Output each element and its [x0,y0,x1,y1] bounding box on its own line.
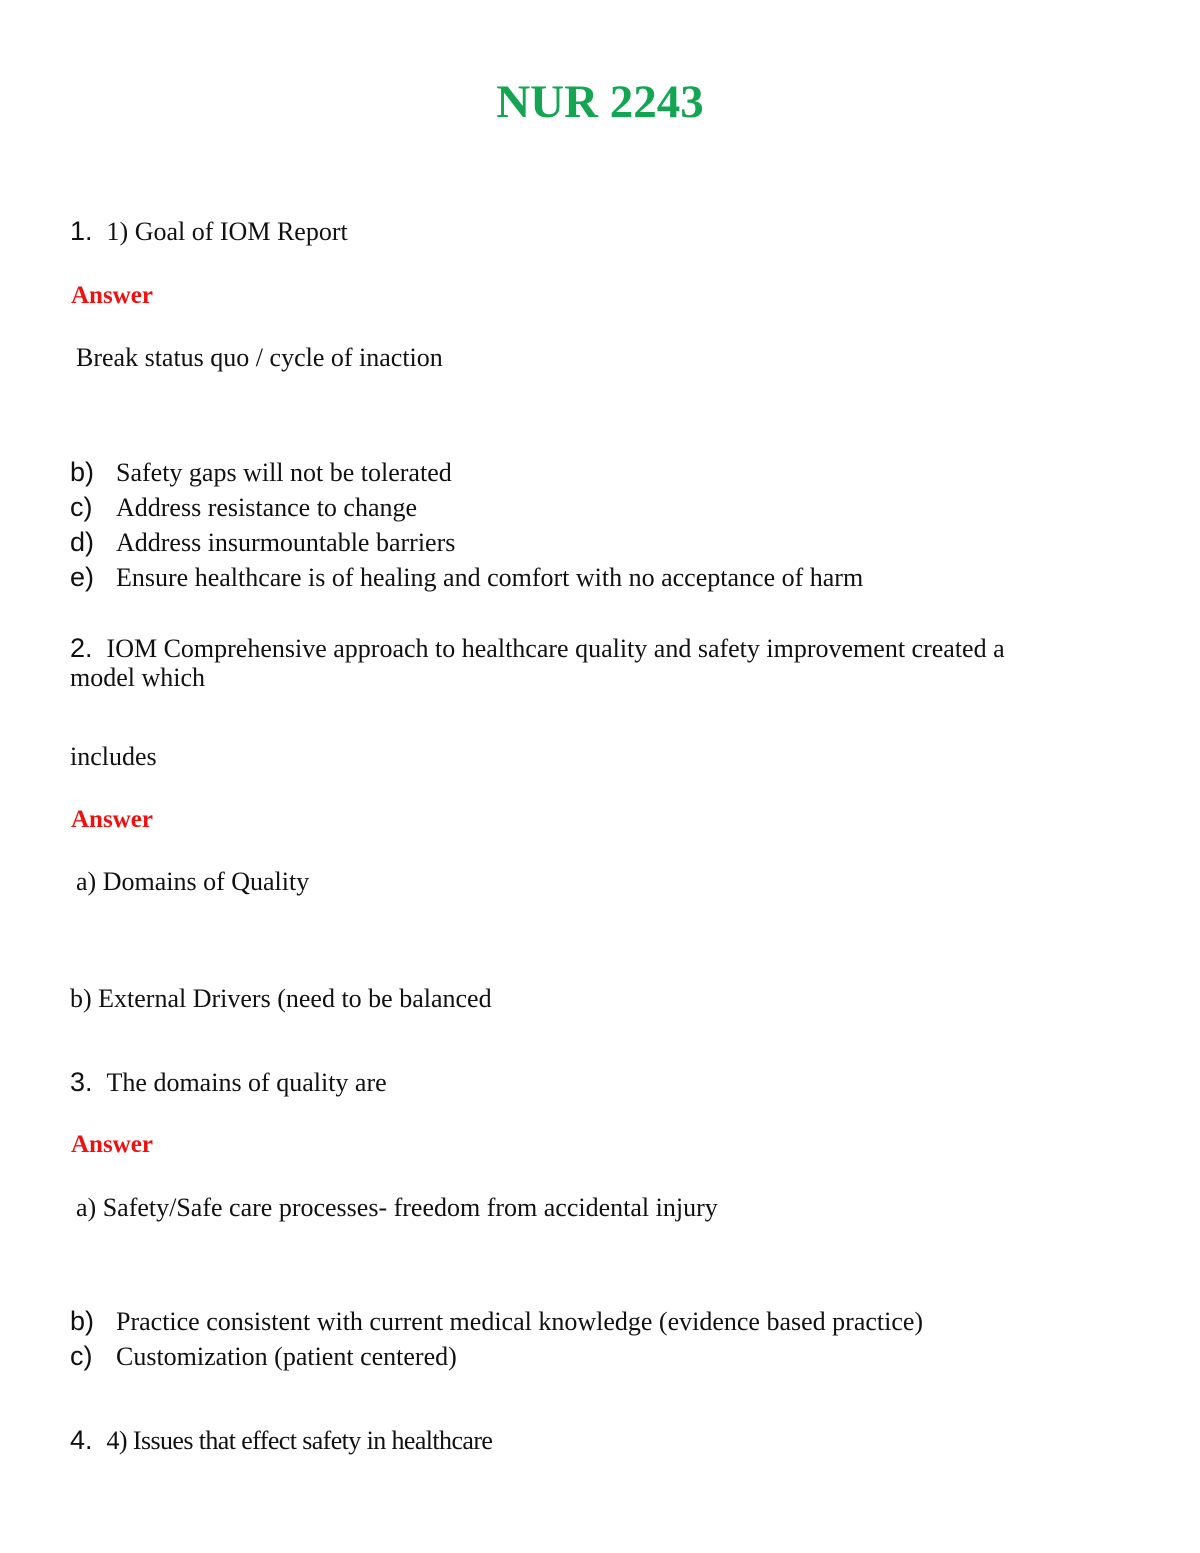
list-item-text: Address resistance to change [116,493,418,522]
list-item-text: Practice consistent with current medical knowledge (evidence based practice) [116,1307,924,1336]
list-item [70,1304,923,1339]
question-text: IOM Comprehensive approach to healthcare quality and safety improvement created a [106,634,1005,663]
list-item [70,525,863,560]
question-number: 2. [70,633,93,663]
question-1 [70,216,348,247]
question-3 [70,1067,387,1098]
question-number: 1. [70,216,93,246]
answer-text: b) External Drivers (need to be balanced [70,984,492,1013]
answer-text: Break status quo / cycle of inaction [76,343,443,372]
list-marker: b) [70,1306,95,1336]
list-marker: c) [70,492,93,522]
question-text-continued: model which [70,663,206,692]
answer-label: Answer [71,806,153,833]
list-marker: d) [70,527,95,557]
question-text-continued: includes [70,742,157,771]
list-item [70,455,863,490]
list-item-text: Address insurmountable barriers [116,528,456,557]
list-marker: c) [70,1341,93,1371]
list-item [70,490,863,525]
answer-label: Answer [71,1131,153,1158]
question-text: 1) Goal of IOM Report [106,217,348,246]
answer-text: a) Safety/Safe care processes- freedom from accidental injury [76,1193,718,1222]
list-item [70,560,863,595]
question-number: 3. [70,1067,93,1097]
answer-list [70,455,863,595]
question-text: 4) Issues that effect safety in healthcare [106,1426,493,1455]
answer-text: a) Domains of Quality [76,867,310,896]
page-title: NUR 2243 [496,76,704,128]
list-marker: e) [70,562,95,592]
list-item-text: Ensure healthcare is of healing and comfort with no acceptance of harm [116,563,864,592]
question-4 [70,1425,492,1456]
question-number: 4. [70,1425,93,1455]
list-item-text: Safety gaps will not be tolerated [116,458,452,487]
question-text: The domains of quality are [106,1068,387,1097]
answer-label: Answer [71,282,153,309]
question-2 [70,633,1005,664]
answer-list [70,1304,923,1374]
list-item [70,1339,923,1374]
list-marker: b) [70,457,95,487]
list-item-text: Customization (patient centered) [116,1342,457,1371]
